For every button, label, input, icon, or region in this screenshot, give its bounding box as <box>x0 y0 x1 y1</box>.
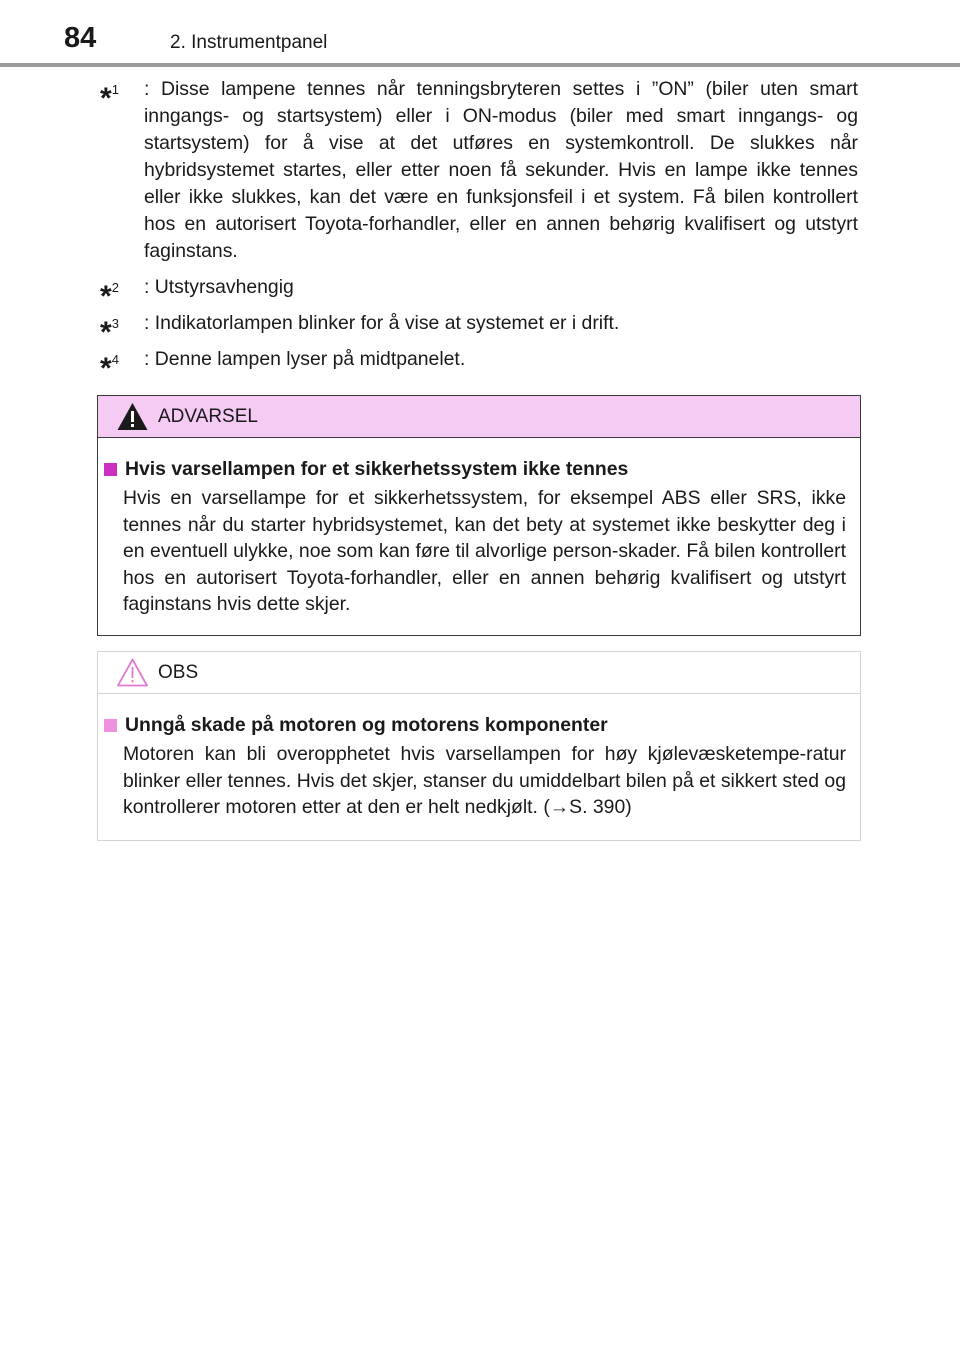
notice-header <box>98 652 860 694</box>
footnote <box>98 76 858 265</box>
warning-heading-text: Hvis varsellampen for et sikkerhetssystem ikke tennes <box>125 458 629 480</box>
warning-triangle-icon <box>116 401 149 432</box>
notice-heading <box>104 712 846 739</box>
warning-label: ADVARSEL <box>158 406 258 427</box>
footnote-marker: *$^2$ <box>100 280 119 313</box>
caution-triangle-icon <box>116 657 149 688</box>
warning-text: Hvis en varsellampe for et sikkerhetssystem, for eksempel ABS eller SRS, ikke tennes når du starter hybridsystemet, kan det bety at systemet ikke beskytter deg i en eventuell ulykke, noe som kan føre til alvorlige person-skader. Få bilen kontrollert hos en autorisert Toyota-forhandler, eller en annen behørig kvalifisert og utstyrt faginstans hvis dette skjer. <box>123 487 846 615</box>
section-title: 2. Instrumentpanel <box>170 32 328 53</box>
footnote-marker: *$^3$ <box>100 316 119 349</box>
notice-label: OBS <box>158 662 199 683</box>
footnote <box>98 346 858 385</box>
square-bullet-icon <box>104 719 117 732</box>
footnote-text: : Denne lampen lyser på midtpanelet. <box>144 348 466 370</box>
footnote-text: : Utstyrsavhengig <box>144 276 294 298</box>
page-header <box>0 0 960 68</box>
footnotes <box>98 76 858 385</box>
notice-box <box>97 651 861 841</box>
footnote-marker: *$^1$ <box>100 82 119 115</box>
warning-header <box>98 396 860 438</box>
notice-text: Motoren kan bli overopphetet hvis varsellampen for høy kjølevæsketempe-ratur blinker eller tennes. Hvis det skjer, stanser du umiddelbart bilen på et sikkert sted og kontrollerer motoren etter at den er helt nedkjølt. (→S. 390) <box>123 743 846 818</box>
footnote <box>98 274 858 313</box>
footnote-marker: *$^4$ <box>100 352 119 385</box>
notice-body <box>98 694 860 821</box>
footnote <box>98 310 858 349</box>
header-divider <box>0 63 960 67</box>
warning-heading <box>104 456 846 483</box>
warning-box <box>97 395 861 636</box>
footnote-text: : Indikatorlampen blinker for å vise at systemet er i drift. <box>144 312 620 334</box>
warning-body <box>98 438 860 618</box>
square-bullet-icon <box>104 463 117 476</box>
footnote-text: : Disse lampene tennes når tenningsbryteren settes i ”ON” (biler uten smart inngangs- og startsystem) eller i ON-modus (biler med smart inngangs- og startsystem) for å vise at det utføres en systemkontroll. De slukkes når hybridsystemet startes, eller etter noen få sekunder. Hvis en lampe ikke tennes eller ikke slukkes, kan det være en funksjonsfeil i et system. Få bilen kontrollert hos en autorisert Toyota-forhandler, eller en annen behørig kvalifisert og utstyrt faginstans. <box>144 78 858 262</box>
notice-heading-text: Unngå skade på motoren og motorens komponenter <box>125 714 608 736</box>
page-number: 84 <box>64 22 97 54</box>
